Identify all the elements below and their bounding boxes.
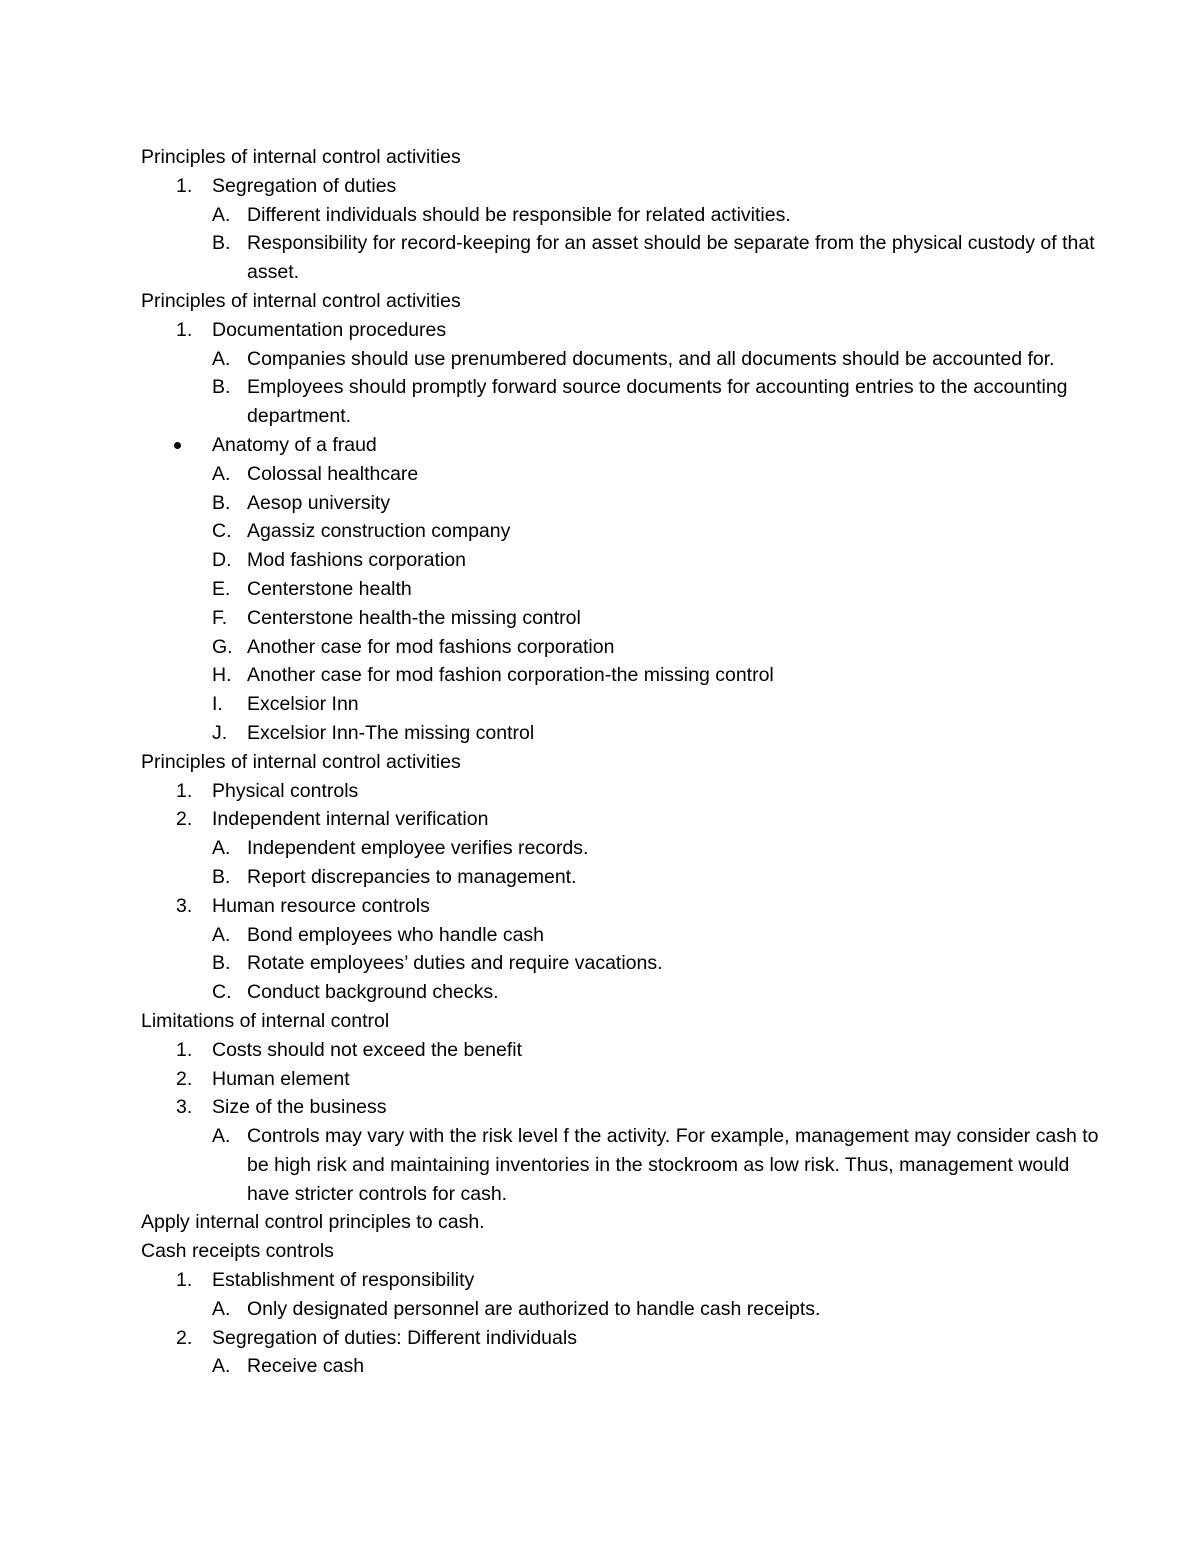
list-marker: H. [212, 664, 232, 687]
document-body [141, 143, 1101, 1381]
section-heading [141, 1237, 1101, 1266]
numbered-item [141, 777, 1101, 806]
item-text: Establishment of responsibility [212, 1269, 475, 1292]
list-marker: B. [212, 865, 231, 888]
bullet-item [141, 431, 1101, 460]
lettered-item [141, 921, 1101, 950]
heading-text: Principles of internal control activities [141, 289, 461, 312]
list-marker: A. [212, 1355, 231, 1378]
list-marker: E. [212, 577, 231, 600]
list-marker: 2. [176, 1326, 193, 1349]
item-text: Segregation of duties [212, 174, 397, 197]
item-text: Another case for mod fashion corporation-the missing control [247, 664, 774, 687]
list-marker: A. [212, 347, 231, 370]
heading-text: Principles of internal control activities [141, 146, 461, 168]
list-marker: A. [212, 923, 231, 946]
heading-text: Apply internal control principles to cash. [141, 1211, 485, 1234]
item-text: Report discrepancies to management. [247, 865, 577, 888]
list-marker: C. [212, 981, 232, 1004]
lettered-item [141, 949, 1101, 978]
heading-text: Cash receipts controls [141, 1240, 334, 1263]
section-heading [141, 1208, 1101, 1237]
item-text: Independent internal verification [212, 808, 489, 831]
numbered-item [141, 1036, 1101, 1065]
numbered-item [141, 805, 1101, 834]
list-marker: B. [212, 376, 231, 399]
item-text: Employees should promptly forward source documents for accounting entries to the accounting department. [247, 376, 1068, 428]
list-marker: 1. [176, 1269, 193, 1292]
lettered-item [141, 373, 1101, 431]
list-marker: 1. [176, 318, 193, 341]
item-text: Different individuals should be responsible for related activities. [247, 203, 791, 226]
item-text: Only designated personnel are authorized to handle cash receipts. [247, 1297, 821, 1320]
lettered-item [141, 460, 1101, 489]
list-marker: 1. [176, 779, 193, 802]
item-text: Aesop university [247, 491, 391, 514]
item-text: Colossal healthcare [247, 462, 419, 485]
item-text: Human resource controls [212, 894, 430, 917]
section-heading [141, 1007, 1101, 1036]
list-marker: 1. [176, 174, 193, 197]
item-text: Companies should use prenumbered documents, and all documents should be accounted for. [247, 347, 1055, 370]
numbered-item [141, 1065, 1101, 1094]
list-marker: G. [212, 635, 233, 658]
item-text: Another case for mod fashions corporation [247, 635, 615, 658]
item-text: Documentation procedures [212, 318, 447, 341]
lettered-item [141, 633, 1101, 662]
item-text: Size of the business [212, 1096, 387, 1119]
item-text: Excelsior Inn [247, 693, 359, 716]
lettered-item [141, 690, 1101, 719]
heading-text: Limitations of internal control [141, 1009, 390, 1032]
lettered-item [141, 863, 1101, 892]
lettered-item [141, 604, 1101, 633]
item-text: Independent employee verifies records. [247, 837, 589, 860]
lettered-item [141, 978, 1101, 1007]
item-text: Agassiz construction company [247, 520, 511, 543]
lettered-item [141, 345, 1101, 374]
list-marker: D. [212, 549, 232, 572]
list-marker: A. [212, 203, 231, 226]
numbered-item [141, 316, 1101, 345]
numbered-item [141, 1324, 1101, 1353]
item-text: Segregation of duties: Different individuals [212, 1326, 577, 1349]
numbered-item [141, 172, 1101, 201]
list-marker: A. [212, 1125, 231, 1148]
section-heading [141, 143, 1101, 172]
item-text: Receive cash [247, 1355, 365, 1378]
lettered-item [141, 201, 1101, 230]
item-text: Anatomy of a fraud [212, 433, 377, 456]
lettered-item [141, 719, 1101, 748]
lettered-item [141, 546, 1101, 575]
item-text: Controls may vary with the risk level f the activity. For example, management may consider cash to be high risk and maintaining inventories in the stockroom as low risk. Thus, management would have stricter controls for cash. [247, 1125, 1099, 1205]
lettered-item [141, 661, 1101, 690]
section-heading [141, 748, 1101, 777]
lettered-item [141, 834, 1101, 863]
lettered-item [141, 489, 1101, 518]
numbered-item [141, 1093, 1101, 1122]
bullet-icon [174, 442, 181, 449]
lettered-item [141, 229, 1101, 287]
list-marker: 3. [176, 894, 193, 917]
list-marker: J. [212, 721, 228, 744]
item-text: Conduct background checks. [247, 981, 499, 1004]
section-heading [141, 287, 1101, 316]
item-text: Rotate employees’ duties and require vacations. [247, 952, 663, 975]
lettered-item [141, 517, 1101, 546]
item-text: Responsibility for record-keeping for an asset should be separate from the physical custody of that asset. [247, 232, 1095, 284]
heading-text: Principles of internal control activities [141, 750, 461, 773]
list-marker: B. [212, 491, 231, 514]
list-marker: A. [212, 837, 231, 860]
item-text: Mod fashions corporation [247, 549, 466, 572]
list-marker: B. [212, 232, 231, 255]
lettered-item [141, 1122, 1101, 1208]
item-text: Costs should not exceed the benefit [212, 1038, 523, 1061]
list-marker: 2. [176, 808, 193, 831]
numbered-item [141, 892, 1101, 921]
list-marker: 3. [176, 1096, 193, 1119]
item-text: Centerstone health [247, 577, 412, 600]
list-marker: 1. [176, 1038, 193, 1061]
list-marker: B. [212, 952, 231, 975]
list-marker: C. [212, 520, 232, 543]
item-text: Centerstone health-the missing control [247, 606, 581, 629]
item-text: Excelsior Inn-The missing control [247, 721, 535, 744]
list-marker: 2. [176, 1067, 193, 1090]
item-text: Human element [212, 1067, 350, 1090]
list-marker: A. [212, 462, 231, 485]
item-text: Bond employees who handle cash [247, 923, 545, 946]
list-marker: A. [212, 1297, 231, 1320]
item-text: Physical controls [212, 779, 359, 802]
numbered-item [141, 1266, 1101, 1295]
lettered-item [141, 575, 1101, 604]
list-marker: I. [212, 693, 223, 716]
lettered-item [141, 1352, 1101, 1381]
lettered-item [141, 1295, 1101, 1324]
list-marker: F. [212, 606, 228, 629]
